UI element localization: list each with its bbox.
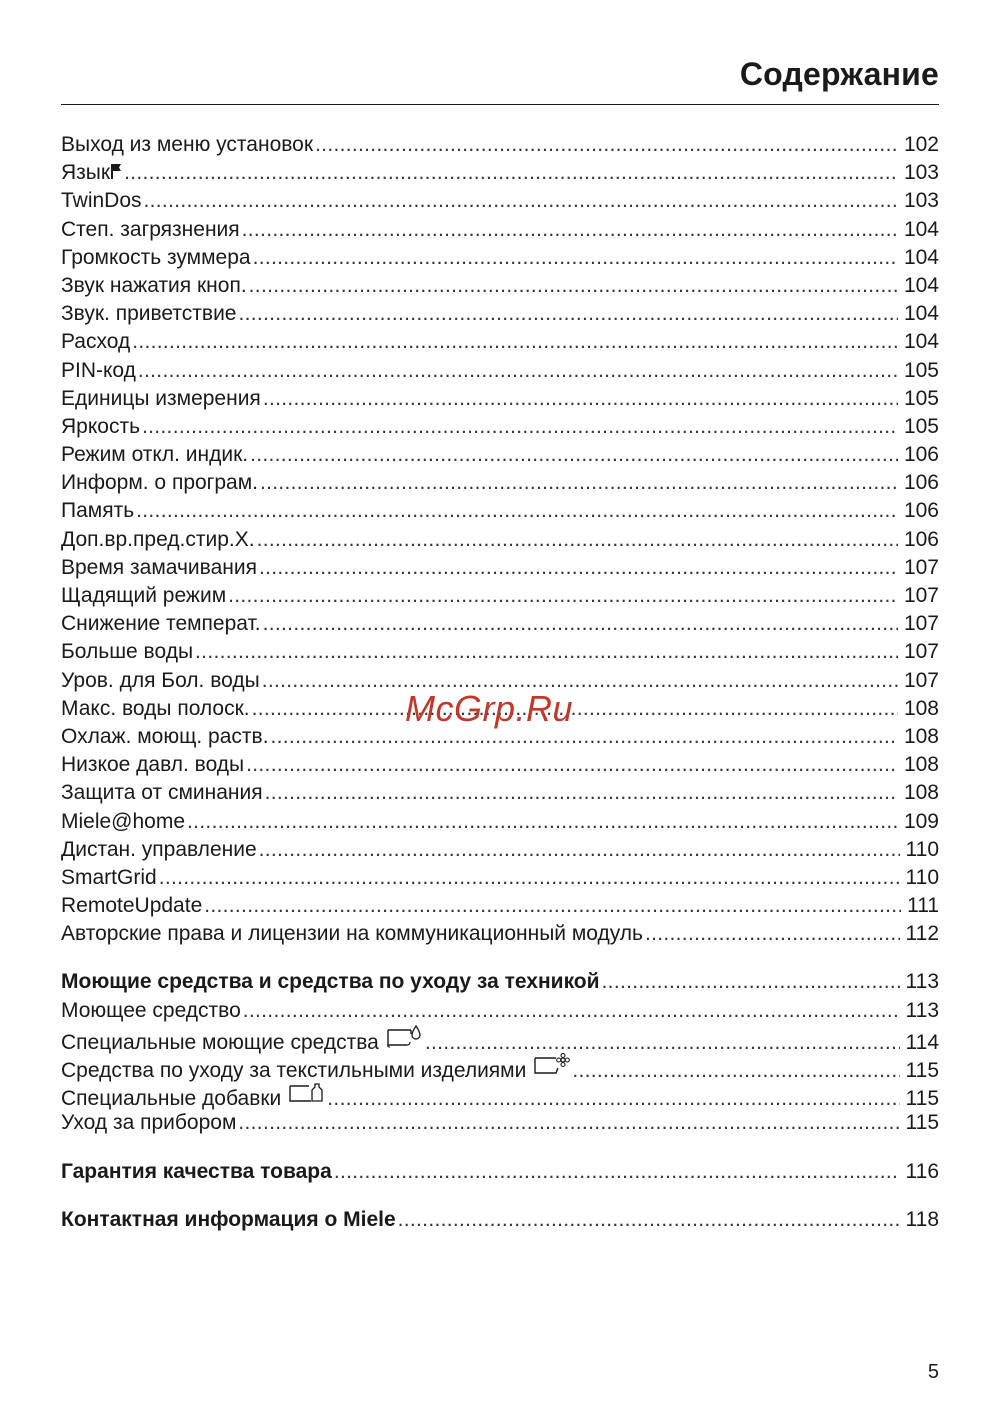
toc-page-number: 113 — [905, 970, 939, 994]
leader-dots — [572, 1057, 899, 1085]
toc-entry[interactable] — [61, 357, 939, 385]
toc-section-heading[interactable] — [61, 1206, 939, 1234]
capsule-flower-icon — [532, 1053, 570, 1085]
toc-entry-title: Язык — [61, 161, 111, 185]
leader-dots — [138, 357, 898, 385]
toc-page-number: 107 — [903, 640, 939, 664]
toc-entry[interactable] — [61, 244, 939, 272]
toc-entry-title: Щадящий режим — [61, 584, 227, 607]
toc-page-number: 103 — [903, 189, 939, 213]
toc-page-number: 106 — [903, 443, 939, 467]
toc-page-number: 111 — [907, 894, 939, 918]
toc-entry[interactable] — [61, 385, 939, 413]
toc-page-number: 105 — [903, 414, 939, 438]
section-gap — [61, 1186, 939, 1206]
toc-entry[interactable] — [61, 808, 939, 836]
toc-entry-title: Моющее средство — [61, 998, 241, 1022]
toc-page-number: 106 — [903, 471, 939, 495]
page-header — [61, 56, 939, 93]
toc-page-number: 104 — [903, 273, 939, 297]
leader-dots — [334, 1158, 900, 1186]
toc-entry[interactable] — [61, 920, 939, 948]
toc-entry-title: Доп.вр.пред.стир.Х. — [61, 527, 255, 551]
leader-dots — [271, 723, 898, 751]
toc-page-number: 106 — [903, 527, 939, 551]
table-of-contents — [61, 131, 939, 1234]
toc-entry[interactable] — [61, 892, 939, 920]
section-gap — [61, 948, 939, 968]
toc-page-number: 107 — [903, 584, 939, 607]
page-number: 5 — [927, 1361, 939, 1383]
toc-section-heading[interactable] — [61, 968, 939, 996]
toc-entry[interactable] — [61, 1025, 939, 1053]
leader-dots — [602, 968, 900, 996]
toc-entry[interactable] — [61, 864, 939, 892]
toc-page-number: 115 — [905, 1059, 939, 1082]
leader-dots — [250, 441, 898, 469]
flag-icon — [111, 159, 122, 187]
toc-page-number: 107 — [903, 555, 939, 579]
toc-entry-title: Охлаж. моющ. раств. — [61, 724, 269, 748]
leader-dots — [132, 328, 898, 356]
toc-entry[interactable] — [61, 638, 939, 666]
leader-dots — [252, 695, 898, 723]
toc-page-number: 104 — [903, 330, 939, 354]
toc-page-number: 108 — [903, 696, 939, 720]
leader-dots — [262, 667, 898, 695]
leader-dots — [253, 244, 898, 272]
toc-entry[interactable] — [61, 328, 939, 356]
toc-page-number: 104 — [903, 245, 939, 269]
toc-entry[interactable] — [61, 610, 939, 638]
toc-entry[interactable] — [61, 131, 939, 159]
leader-dots — [263, 385, 898, 413]
leader-dots — [260, 469, 898, 497]
toc-entry-title: Авторские права и лицензии на коммуникационный модуль — [61, 922, 643, 946]
leader-dots — [136, 497, 898, 525]
toc-entry-title: Расход — [61, 330, 131, 354]
leader-dots — [259, 836, 900, 864]
toc-entry-title: Контактная информация о Miele — [61, 1207, 396, 1231]
toc-entry-title: Снижение температ. — [61, 612, 261, 636]
toc-entry-title: Степ. загрязнения — [61, 217, 240, 241]
toc-page-number: 110 — [905, 865, 939, 889]
toc-page-number: 108 — [903, 724, 939, 748]
leader-dots — [239, 300, 898, 328]
toc-page-number: 116 — [905, 1159, 939, 1183]
watermark: McGrp.Ru — [405, 688, 574, 729]
capsule-bottle-icon — [287, 1081, 325, 1113]
toc-page-number: 104 — [903, 217, 939, 241]
toc-entry-title: Гарантия качества товара — [61, 1159, 332, 1183]
toc-page-number: 108 — [903, 781, 939, 805]
toc-page-number: 110 — [905, 837, 939, 861]
leader-dots — [263, 610, 898, 638]
toc-page-number: 105 — [903, 358, 939, 382]
toc-entry-title: Информ. о програм. — [61, 471, 258, 495]
toc-entry[interactable] — [61, 497, 939, 525]
toc-entry[interactable] — [61, 441, 939, 469]
leader-dots — [645, 920, 900, 948]
leader-dots — [265, 779, 898, 807]
toc-entry-title: Защита от сминания — [61, 781, 263, 805]
toc-entry-title: Единицы измерения — [61, 386, 261, 410]
toc-page-number: 107 — [903, 612, 939, 636]
toc-page-number: 107 — [903, 668, 939, 692]
toc-entry-title: Уров. для Бол. воды — [61, 668, 260, 692]
leader-dots — [315, 131, 898, 159]
toc-entry-title: Моющие средства и средства по уходу за техникой — [61, 970, 600, 994]
page-title: Содержание — [739, 56, 939, 92]
header-divider — [61, 104, 939, 105]
toc-entry[interactable] — [61, 582, 939, 610]
toc-entry[interactable] — [61, 1053, 939, 1081]
toc-entry-title: Miele@home — [61, 809, 186, 833]
toc-page-number: 118 — [905, 1207, 939, 1231]
toc-page-number: 109 — [903, 809, 939, 833]
leader-dots — [195, 638, 898, 666]
leader-dots — [238, 1109, 899, 1137]
toc-page-number: 103 — [903, 161, 939, 185]
toc-entry-title: TwinDos — [61, 189, 142, 213]
toc-entry-title: Режим откл. индик. — [61, 443, 249, 467]
toc-entry[interactable] — [61, 526, 939, 554]
leader-dots — [246, 751, 898, 779]
leader-dots — [249, 272, 898, 300]
leader-dots — [425, 1029, 900, 1057]
toc-page-number: 106 — [903, 499, 939, 523]
toc-entry-title: Специальные добавки — [61, 1087, 282, 1111]
toc-entry[interactable] — [61, 187, 939, 215]
toc-page-number: 105 — [903, 386, 939, 410]
toc-entry-title: SmartGrid — [61, 865, 157, 889]
leader-dots — [242, 216, 898, 244]
toc-entry-title: Выход из меню установок — [61, 133, 314, 156]
section-gap — [61, 1138, 939, 1158]
leader-dots — [144, 187, 898, 215]
toc-entry[interactable] — [61, 1081, 939, 1109]
toc-page-number: 104 — [903, 302, 939, 326]
leader-dots — [142, 413, 898, 441]
toc-entry-title: Специальные моющие средства — [61, 1030, 379, 1054]
leader-dots — [228, 582, 898, 610]
leader-dots — [259, 554, 898, 582]
toc-entry-title: Низкое давл. воды — [61, 753, 245, 777]
toc-entry[interactable] — [61, 836, 939, 864]
leader-dots — [124, 159, 898, 187]
toc-entry-title: Дистан. управление — [61, 837, 257, 861]
toc-page-number: 113 — [905, 998, 939, 1022]
toc-entry-title: Яркость — [61, 414, 141, 438]
toc-entry[interactable] — [61, 779, 939, 807]
toc-page-number: 108 — [903, 753, 939, 777]
toc-entry-title: Память — [61, 499, 135, 523]
toc-entry-title: Звук. приветствие — [61, 302, 237, 326]
toc-entry-title: RemoteUpdate — [61, 894, 203, 918]
leader-dots — [159, 864, 900, 892]
leader-dots — [243, 997, 900, 1025]
capsule-drop-icon — [385, 1025, 423, 1057]
toc-entry-title: Макс. воды полоск. — [61, 696, 250, 720]
toc-entry-title: Больше воды — [61, 640, 194, 664]
toc-entry[interactable] — [61, 413, 939, 441]
toc-page-number: 115 — [905, 1111, 939, 1135]
toc-page-number: 102 — [903, 133, 939, 156]
toc-entry-title: Средства по уходу за текстильными изделиями — [61, 1059, 527, 1082]
toc-page-number: 114 — [905, 1030, 939, 1054]
toc-page-number: 115 — [905, 1087, 939, 1111]
toc-entry[interactable] — [61, 469, 939, 497]
toc-entry-title: PIN-код — [61, 358, 136, 382]
toc-entry[interactable] — [61, 272, 939, 300]
leader-dots — [187, 808, 898, 836]
toc-entry[interactable] — [61, 554, 939, 582]
leader-dots — [204, 892, 901, 920]
toc-entry-title: Время замачивания — [61, 555, 257, 579]
toc-entry[interactable] — [61, 159, 939, 187]
toc-page-number: 112 — [905, 922, 939, 946]
toc-entry[interactable] — [61, 300, 939, 328]
leader-dots — [257, 526, 898, 554]
toc-entry-title: Громкость зуммера — [61, 245, 251, 269]
toc-entry-title: Уход за прибором — [61, 1111, 237, 1135]
toc-entry[interactable] — [61, 216, 939, 244]
toc-entry-title: Звук нажатия кноп. — [61, 273, 247, 297]
leader-dots — [398, 1206, 900, 1234]
toc-section-heading[interactable] — [61, 1158, 939, 1186]
toc-entry[interactable] — [61, 997, 939, 1025]
toc-entry[interactable] — [61, 1109, 939, 1137]
toc-entry[interactable] — [61, 751, 939, 779]
